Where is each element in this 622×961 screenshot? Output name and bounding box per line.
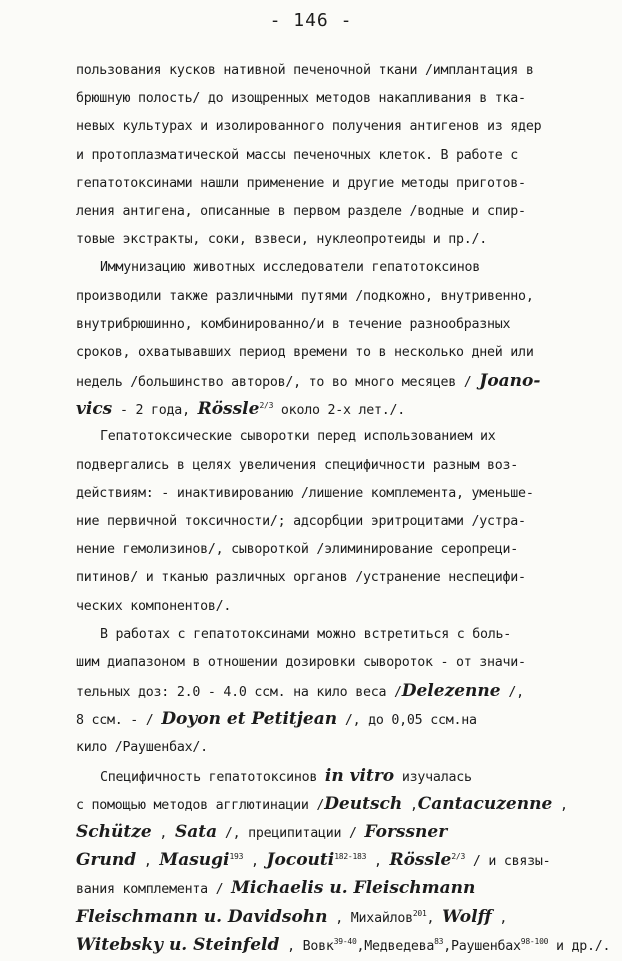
typed-text: , [426,910,443,926]
text-line [76,536,596,564]
typed-text: с помощью методов агглютинации / [76,797,325,813]
text-line [76,423,596,451]
text-line [76,790,596,818]
handwritten-name: Doyon et Petitjean [161,709,338,730]
text-line [76,903,596,931]
typed-text: ческих компонентов/. [76,598,232,614]
typed-text: ления антигена, описанные в первом разделе /водные и спир- [76,203,526,219]
handwritten-name: Wolff [442,906,492,927]
typed-text: сроков, охватывавших период времени то в несколько дней или [76,344,534,360]
typed-text: около 2-х лет./. [273,403,406,419]
typed-text: ние первичной токсичности/; адсорбции эритроцитами /устра- [76,514,526,529]
text-line [76,621,596,649]
typed-text: , [243,854,267,870]
handwritten-name: in vitro [324,765,395,786]
typed-text: /, до 0,05 ссм.на [337,713,477,729]
typed-text: Гепатотоксические сыворотки перед использованием их [100,429,496,445]
typed-text: /, [500,685,524,701]
text-line [76,480,596,508]
text-line [76,649,596,677]
typed-text: кило /Раушенбах/. [76,739,208,755]
typed-text: невых культурах и изолированного получения антигенов из ядер [76,119,542,135]
handwritten-name: Michaelis u. Fleischmann [231,878,476,899]
reference-superscript: 201 [412,908,427,918]
text-line [76,762,596,790]
handwritten-name: Schütze [76,822,152,843]
typed-text: подвергались в целях увеличения специфичности разным воз- [76,457,519,473]
typed-text: , [552,797,568,813]
page-number: - 146 - [269,10,353,31]
typed-text: изучалась [394,769,472,785]
typed-text: , Вовк [279,938,334,954]
handwritten-name: Deutsch [324,793,403,814]
reference-superscript: 98-100 [520,936,549,946]
typed-text: недель /большинство авторов/, то во много месяцев / [76,375,480,391]
handwritten-name: Jocouti [266,850,335,871]
text-line [76,170,596,198]
typed-text: гепатотоксинами нашли применение и другие методы приготов- [76,175,526,191]
typed-text: и др./. [548,938,611,954]
reference-superscript: 182-183 [334,852,367,862]
typed-text: , [491,910,508,926]
typed-text: товые экстракты, соки, взвеси, нуклеопротеиды и пр./. [76,232,488,248]
text-line [76,57,596,85]
text-line [76,85,596,113]
handwritten-name: Fleischmann u. Davidsohn [76,906,328,927]
text-line [76,367,596,395]
text-line [76,339,596,367]
handwritten-name: vics [76,399,113,420]
handwritten-name: Grund [76,850,137,871]
reference-superscript: 2/3 [451,852,466,862]
text-line [76,142,596,170]
handwritten-name: Forssner [364,822,448,843]
typed-text: действиям: - инактивированию /лишение комплемента, уменьше- [76,485,534,501]
text-line [76,226,596,254]
handwritten-name: Rössle [389,850,452,871]
text-line [76,564,596,592]
handwritten-name: Cantacuzenne [417,793,553,814]
typed-text: Специфичность гепатотоксинов [100,769,325,785]
typed-text: - 2 года, [112,403,198,419]
typed-text: , Михайлов [327,910,413,926]
text-line [76,198,596,226]
text-line [76,593,596,621]
text-line [76,452,596,480]
typed-text: внутрибрюшинно, комбинированно/и в течение разнообразных [76,316,511,332]
reference-superscript: 2/3 [259,401,274,411]
typed-text: шим диапазоном в отношении дозировки сывороток - от значи- [76,654,526,670]
text-line [76,874,596,902]
typed-text: тельных доз: 2.0 - 4.0 ссм. на кило веса / [76,685,402,701]
typed-text: производили также различными путями /подкожно, внутривенно, [76,288,534,304]
typed-text: 8 ссм. - / [76,713,162,729]
typed-text: , [151,826,175,842]
text-line [76,931,611,959]
text-line [76,254,596,282]
typed-text: , [402,797,418,813]
typed-text: питинов/ и тканью различных органов /устранение неспецифи- [76,570,526,586]
text-line [76,283,596,311]
body-text [76,57,611,959]
typed-text: В работах с гепатотоксинами можно встретиться с боль- [100,626,512,642]
text-line [76,508,596,536]
handwritten-name: Joano- [479,371,541,392]
typed-text: , [366,854,390,870]
typed-text: нение гемолизинов/, сывороткой /элиминирование серопреци- [76,542,519,558]
text-line [76,311,596,339]
handwritten-name: Delezenne [401,681,501,702]
reference-superscript: 83 [434,936,444,946]
text-line [76,395,596,423]
handwritten-name: Witebsky u. Steinfeld [76,934,280,955]
text-line [76,818,596,846]
typed-text: пользования кусков нативной печеночной ткани /имплантация в [76,63,534,78]
handwritten-name: Sata [174,822,218,843]
text-line [76,705,596,733]
typed-text: / и связы- [465,854,551,870]
typed-text: ,Раушенбах [443,938,521,954]
text-line [76,113,596,141]
typed-text: вания комплемента / [76,882,232,898]
typed-text: и протоплазматической массы печеночных клеток. В работе с [76,147,519,163]
reference-superscript: 39-40 [333,936,357,946]
typed-text: Иммунизацию животных исследователи гепатотоксинов [100,260,481,276]
handwritten-name: Rössle [197,399,260,420]
text-line [76,677,596,705]
reference-superscript: 193 [229,852,244,862]
typed-text: брюшную полость/ до изощренных методов накапливания в тка- [76,91,526,107]
typed-text: ,Медведева [356,938,435,954]
text-line [76,734,596,762]
typed-text: , [136,854,160,870]
typed-text: /, преципитации / [217,826,365,842]
handwritten-name: Masugi [159,850,230,871]
text-line [76,846,596,874]
